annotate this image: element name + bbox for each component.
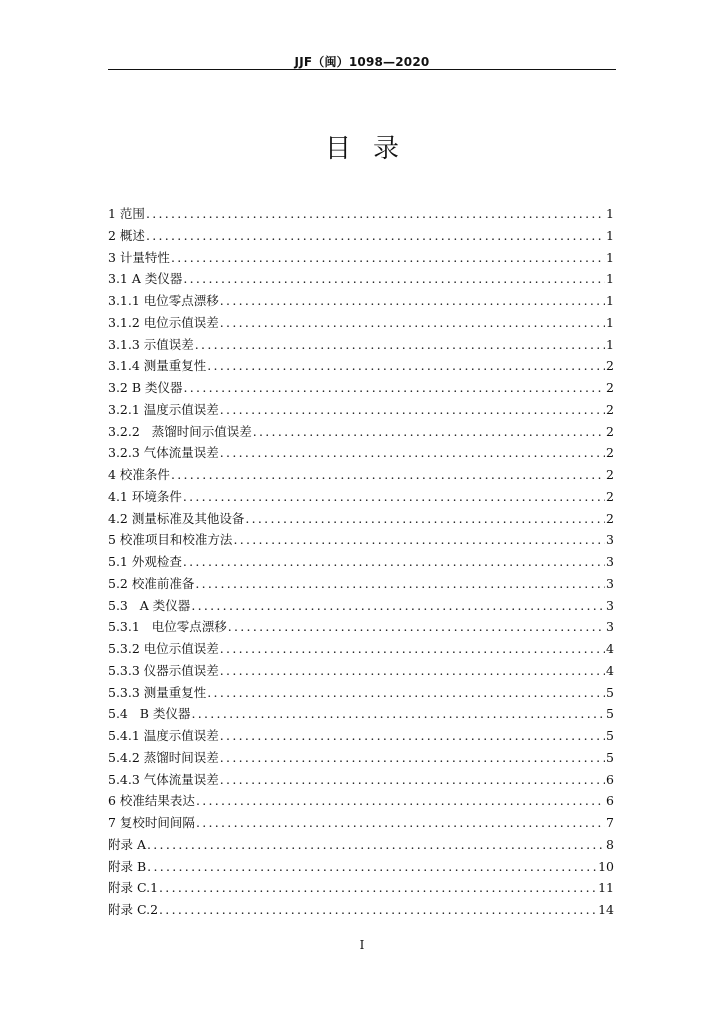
toc-entry[interactable] — [108, 747, 614, 769]
toc-entry-page: 1 — [606, 271, 614, 287]
toc-dot-leader — [171, 464, 605, 486]
toc-entry-label: 3.2.3 气体流量误差 — [108, 445, 219, 461]
toc-entry-label: 3.1.1 电位零点漂移 — [108, 293, 219, 308]
toc-entry[interactable] — [108, 703, 614, 725]
toc-dot-leader — [147, 856, 597, 878]
toc-dot-leader — [196, 812, 605, 834]
toc-entry[interactable] — [108, 725, 614, 747]
toc-entry-page: 2 — [606, 423, 614, 439]
toc-entry[interactable] — [108, 508, 614, 530]
toc-entry-page: 1 — [606, 249, 614, 265]
toc-entry-label: 5.3.1 电位零点漂移 — [108, 619, 227, 635]
toc-dot-leader — [220, 725, 605, 747]
toc-entry-page: 2 — [606, 467, 614, 482]
toc-entry[interactable] — [108, 464, 614, 486]
toc-entry-label: 5.2 校准前准备 — [108, 575, 195, 591]
toc-dot-leader — [183, 268, 605, 290]
toc-dot-leader — [245, 508, 605, 530]
toc-dot-leader — [233, 529, 605, 551]
toc-entry[interactable] — [108, 682, 614, 704]
toc-entry-label: 5.4.3 气体流量误差 — [108, 771, 219, 787]
toc-entry[interactable] — [108, 290, 614, 312]
toc-entry-page: 3 — [606, 575, 614, 591]
toc-entry-label: 3.1.4 测量重复性 — [108, 358, 207, 374]
toc-entry[interactable] — [108, 247, 614, 269]
toc-entry-page: 3 — [606, 619, 614, 635]
toc-entry-label: 5.3.3 仪器示值误差 — [108, 662, 219, 678]
toc-entry-page: 4 — [606, 641, 614, 656]
toc-entry-label: 3.1.2 电位示值误差 — [108, 314, 219, 330]
toc-entry-page: 6 — [606, 793, 614, 809]
toc-entry[interactable] — [108, 312, 614, 334]
toc-dot-leader — [159, 877, 597, 899]
toc-entry-page: 1 — [606, 227, 614, 243]
toc-dot-leader — [171, 247, 605, 269]
toc-dot-leader — [220, 312, 605, 334]
toc-dot-leader — [220, 660, 605, 682]
toc-entry[interactable] — [108, 573, 614, 595]
toc-dot-leader — [253, 421, 605, 443]
toc-entry[interactable] — [108, 529, 614, 551]
toc-dot-leader — [220, 399, 605, 421]
toc-dot-leader — [220, 638, 605, 660]
toc-dot-leader — [147, 834, 605, 856]
toc-dot-leader — [228, 616, 605, 638]
toc-entry-page: 3 — [606, 597, 614, 613]
toc-entry[interactable] — [108, 399, 614, 421]
toc-entry-page: 5 — [606, 706, 614, 722]
toc-entry-page: 1 — [606, 293, 614, 308]
toc-dot-leader — [159, 899, 597, 921]
toc-entry[interactable] — [108, 769, 614, 791]
toc-entry-label: 4 校准条件 — [108, 467, 170, 482]
toc-entry-label: 3.1 A 类仪器 — [108, 271, 183, 287]
toc-entry-label: 3.2.2 蒸馏时间示值误差 — [108, 423, 252, 439]
toc-dot-leader — [220, 769, 605, 791]
toc-dot-leader — [146, 225, 605, 247]
toc-entry[interactable] — [108, 660, 614, 682]
toc-entry[interactable] — [108, 355, 614, 377]
toc-entry[interactable] — [108, 486, 614, 508]
toc-dot-leader — [220, 290, 605, 312]
toc-entry-label: 附录 B — [108, 858, 147, 874]
toc-entry-label: 5.3.2 电位示值误差 — [108, 641, 219, 656]
toc-entry[interactable] — [108, 377, 614, 399]
toc-dot-leader — [191, 703, 605, 725]
toc-entry-page: 2 — [606, 510, 614, 526]
toc-entry[interactable] — [108, 442, 614, 464]
toc-entry-label: 5.4.1 温度示值误差 — [108, 728, 219, 743]
toc-entry[interactable] — [108, 225, 614, 247]
toc-entry[interactable] — [108, 856, 614, 878]
toc-entry-label: 3.2.1 温度示值误差 — [108, 401, 219, 417]
toc-dot-leader — [183, 551, 605, 573]
toc-title: 目录 — [324, 134, 421, 164]
toc-entry[interactable] — [108, 421, 614, 443]
toc-entry-label: 5 校准项目和校准方法 — [108, 532, 233, 548]
toc-entry-label: 7 复校时间间隔 — [108, 815, 195, 830]
toc-dot-leader — [196, 790, 605, 812]
toc-dot-leader — [184, 377, 606, 399]
toc-entry[interactable] — [108, 790, 614, 812]
toc-entry-page: 3 — [606, 554, 614, 569]
toc-entry[interactable] — [108, 334, 614, 356]
toc-entry[interactable] — [108, 268, 614, 290]
toc-entry[interactable] — [108, 551, 614, 573]
toc-entry-page: 6 — [606, 771, 614, 787]
toc-entry-page: 1 — [606, 314, 614, 330]
table-of-contents — [108, 203, 614, 921]
toc-dot-leader — [195, 573, 605, 595]
toc-entry[interactable] — [108, 638, 614, 660]
toc-entry-page: 5 — [606, 684, 614, 700]
toc-entry[interactable] — [108, 899, 614, 921]
toc-entry-label: 3 计量特性 — [108, 249, 170, 265]
toc-entry-page: 8 — [606, 836, 614, 852]
toc-dot-leader — [220, 442, 605, 464]
toc-entry-label: 附录 A — [108, 836, 147, 852]
toc-entry-page: 1 — [606, 206, 614, 221]
toc-entry-page: 2 — [606, 358, 614, 374]
toc-entry[interactable] — [108, 877, 614, 899]
toc-entry-label: 5.3 A 类仪器 — [108, 597, 191, 613]
toc-entry-label: 3.1.3 示值误差 — [108, 336, 194, 352]
toc-entry-label: 5.3.3 测量重复性 — [108, 684, 207, 700]
toc-entry-label: 5.1 外观检查 — [108, 554, 182, 569]
toc-entry-page: 7 — [606, 815, 614, 830]
toc-entry[interactable] — [108, 834, 614, 856]
toc-entry-label: 5.4.2 蒸馏时间误差 — [108, 749, 219, 765]
toc-entry-label: 3.2 B 类仪器 — [108, 380, 183, 395]
toc-entry-label: 附录 C.2 — [108, 902, 159, 917]
toc-entry[interactable] — [108, 812, 614, 834]
toc-entry[interactable] — [108, 203, 614, 225]
toc-entry-page: 2 — [606, 488, 614, 504]
toc-entry-page: 5 — [606, 728, 614, 743]
toc-dot-leader — [183, 486, 605, 508]
toc-entry-label: 5.4 B 类仪器 — [108, 706, 191, 722]
toc-entry-page: 1 — [606, 336, 614, 352]
page-number: I — [359, 938, 365, 952]
toc-entry[interactable] — [108, 595, 614, 617]
toc-entry-page: 2 — [606, 445, 614, 461]
toc-entry-label: 6 校准结果表达 — [108, 793, 195, 809]
toc-entry-page: 2 — [606, 401, 614, 417]
toc-entry-label: 1 范围 — [108, 206, 145, 221]
toc-entry-page: 11 — [598, 880, 614, 896]
toc-dot-leader — [195, 334, 605, 356]
document-code-header: JJF（闽）1098—2020 — [294, 55, 430, 69]
toc-dot-leader — [146, 203, 605, 225]
toc-entry-label: 4.2 测量标准及其他设备 — [108, 510, 245, 526]
toc-dot-leader — [207, 355, 605, 377]
toc-dot-leader — [191, 595, 605, 617]
header-divider — [108, 69, 616, 70]
toc-dot-leader — [207, 682, 605, 704]
toc-entry-page: 5 — [606, 749, 614, 765]
toc-dot-leader — [220, 747, 605, 769]
toc-entry-page: 2 — [606, 380, 614, 395]
toc-entry-label: 4.1 环境条件 — [108, 488, 182, 504]
toc-entry-label: 附录 C.1 — [108, 880, 159, 896]
toc-entry-page: 3 — [606, 532, 614, 548]
toc-entry[interactable] — [108, 616, 614, 638]
toc-entry-page: 10 — [598, 858, 614, 874]
toc-entry-page: 4 — [606, 662, 614, 678]
toc-entry-label: 2 概述 — [108, 227, 145, 243]
toc-entry-page: 14 — [598, 902, 614, 917]
